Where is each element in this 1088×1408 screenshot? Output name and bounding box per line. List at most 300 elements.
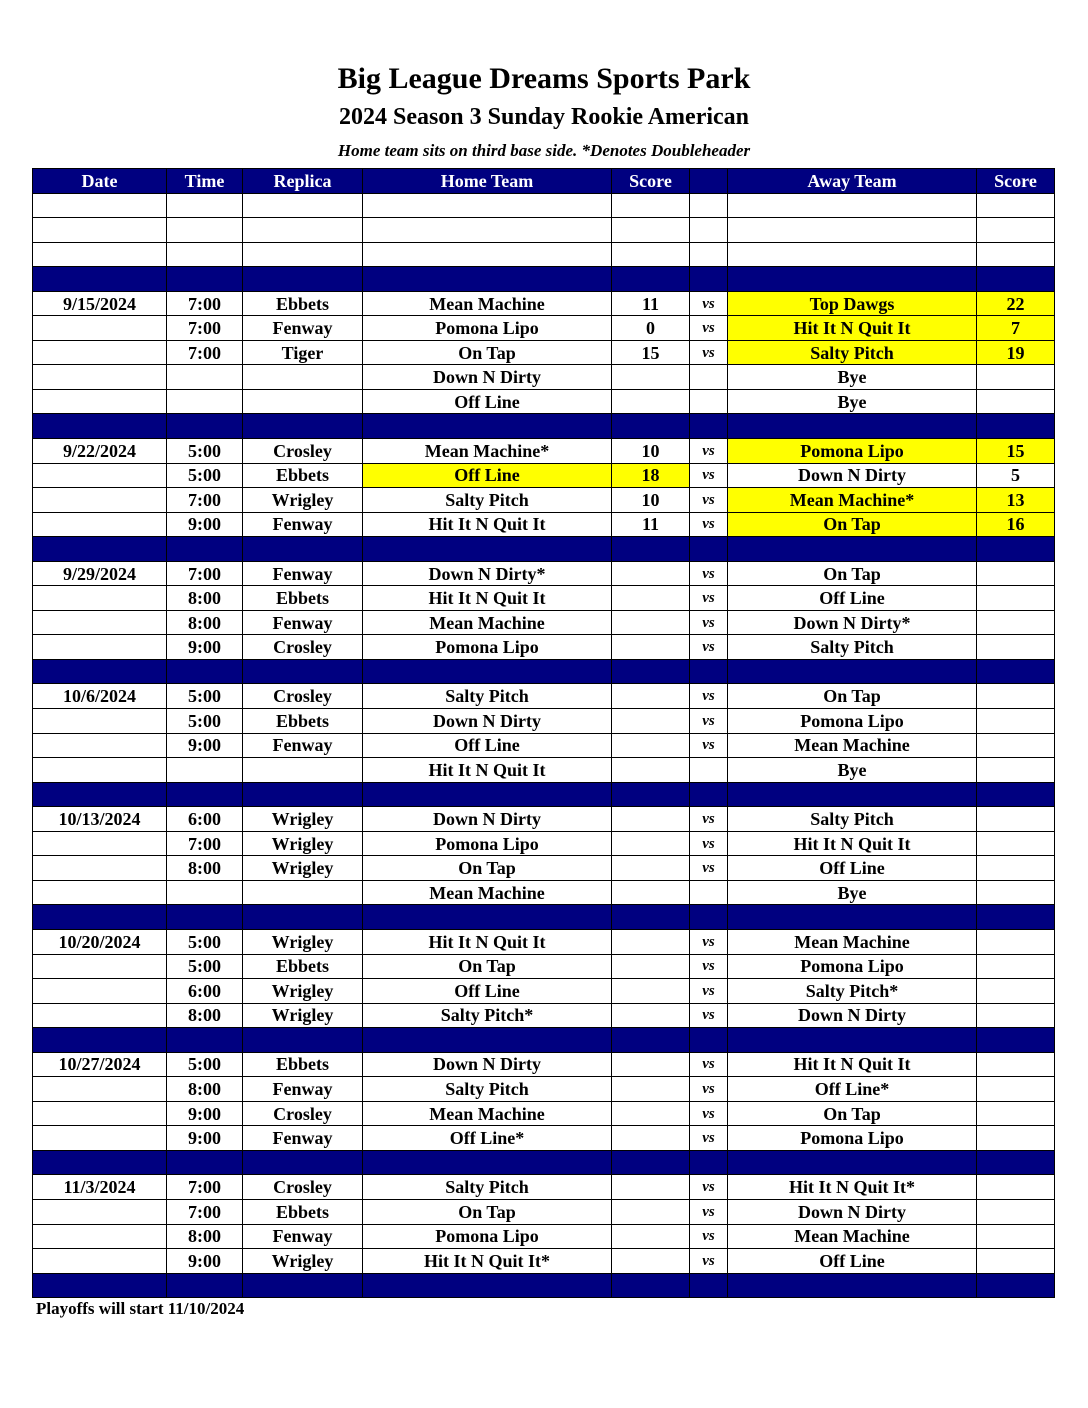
cell-vs (690, 880, 728, 905)
schedule-body (33, 193, 1055, 1298)
cell-vs (690, 659, 728, 684)
column-header-replica: Replica (243, 169, 363, 194)
separator-row (33, 659, 1055, 684)
cell-date (33, 1077, 167, 1102)
cell-date (33, 733, 167, 758)
table-row (33, 316, 1055, 341)
cell-home-score (612, 414, 690, 439)
cell-time: 7:00 (167, 340, 243, 365)
cell-home-team (363, 218, 612, 243)
cell-home-score (612, 733, 690, 758)
cell-away-score: 7 (977, 316, 1055, 341)
cell-home-team: Down N Dirty* (363, 561, 612, 586)
cell-away-score (977, 1077, 1055, 1102)
cell-home-score (612, 659, 690, 684)
cell-replica (243, 758, 363, 783)
column-header-home-team: Home Team (363, 169, 612, 194)
cell-away-team: Top Dawgs (728, 291, 977, 316)
cell-time: 5:00 (167, 954, 243, 979)
cell-date: 10/20/2024 (33, 929, 167, 954)
cell-vs: vs (690, 709, 728, 734)
cell-time: 8:00 (167, 610, 243, 635)
cell-home-score (612, 1224, 690, 1249)
cell-time (167, 1273, 243, 1298)
cell-home-team (363, 242, 612, 267)
cell-date (33, 831, 167, 856)
cell-vs (690, 537, 728, 562)
table-row (33, 389, 1055, 414)
cell-date (33, 586, 167, 611)
cell-home-score (612, 389, 690, 414)
cell-date: 9/29/2024 (33, 561, 167, 586)
cell-home-team: Pomona Lipo (363, 635, 612, 660)
cell-replica (243, 414, 363, 439)
cell-replica: Wrigley (243, 488, 363, 513)
cell-home-team: On Tap (363, 954, 612, 979)
cell-away-team: Down N Dirty (728, 1003, 977, 1028)
cell-time (167, 1150, 243, 1175)
doubleheader-note: Home team sits on third base side. *Denotes Doubleheader (337, 141, 751, 160)
cell-away-score (977, 1249, 1055, 1274)
cell-away-team: Pomona Lipo (728, 1126, 977, 1151)
cell-time (167, 414, 243, 439)
cell-date (33, 218, 167, 243)
cell-home-team: On Tap (363, 1199, 612, 1224)
cell-away-score: 5 (977, 463, 1055, 488)
cell-away-score: 15 (977, 439, 1055, 464)
cell-home-score (612, 1199, 690, 1224)
cell-vs (690, 1273, 728, 1298)
cell-away-score (977, 905, 1055, 930)
cell-date: 10/13/2024 (33, 807, 167, 832)
cell-time: 7:00 (167, 1199, 243, 1224)
cell-away-team (728, 1028, 977, 1053)
cell-away-team (728, 414, 977, 439)
cell-away-team (728, 267, 977, 292)
cell-date: 9/22/2024 (33, 439, 167, 464)
schedule-table (32, 168, 1055, 1298)
cell-home-team (363, 537, 612, 562)
cell-away-score (977, 1224, 1055, 1249)
table-row (33, 512, 1055, 537)
cell-home-score (612, 1077, 690, 1102)
cell-home-team: Down N Dirty (363, 1052, 612, 1077)
cell-home-score (612, 267, 690, 292)
cell-time: 9:00 (167, 512, 243, 537)
cell-away-team: Down N Dirty* (728, 610, 977, 635)
cell-home-team: Pomona Lipo (363, 831, 612, 856)
separator-row (33, 782, 1055, 807)
cell-vs: vs (690, 635, 728, 660)
cell-date (33, 1273, 167, 1298)
cell-date (33, 1199, 167, 1224)
cell-home-score (612, 1003, 690, 1028)
cell-home-team: Pomona Lipo (363, 316, 612, 341)
cell-vs: vs (690, 1126, 728, 1151)
cell-away-score (977, 758, 1055, 783)
blank-row (33, 193, 1055, 218)
cell-home-score: 10 (612, 488, 690, 513)
cell-date (33, 659, 167, 684)
cell-date (33, 1224, 167, 1249)
cell-replica: Wrigley (243, 807, 363, 832)
cell-vs (690, 1150, 728, 1175)
cell-away-score (977, 193, 1055, 218)
cell-time: 5:00 (167, 439, 243, 464)
cell-time: 5:00 (167, 709, 243, 734)
cell-home-team: Salty Pitch (363, 1175, 612, 1200)
cell-away-team: Salty Pitch (728, 340, 977, 365)
table-row (33, 709, 1055, 734)
cell-date (33, 1101, 167, 1126)
table-row (33, 340, 1055, 365)
cell-vs (690, 365, 728, 390)
cell-vs (690, 242, 728, 267)
table-row (33, 807, 1055, 832)
cell-away-team: On Tap (728, 1101, 977, 1126)
cell-date (33, 537, 167, 562)
cell-away-team (728, 1150, 977, 1175)
table-row (33, 561, 1055, 586)
cell-date (33, 1028, 167, 1053)
cell-time (167, 389, 243, 414)
cell-home-score (612, 365, 690, 390)
cell-away-team (728, 659, 977, 684)
cell-home-score: 11 (612, 291, 690, 316)
cell-replica (243, 659, 363, 684)
cell-home-team: Off Line (363, 463, 612, 488)
cell-home-score (612, 218, 690, 243)
cell-time (167, 880, 243, 905)
cell-away-score (977, 659, 1055, 684)
cell-away-team: Off Line (728, 586, 977, 611)
cell-time (167, 193, 243, 218)
cell-away-score (977, 1028, 1055, 1053)
cell-time: 9:00 (167, 1101, 243, 1126)
cell-home-team (363, 414, 612, 439)
cell-home-team (363, 782, 612, 807)
cell-time: 7:00 (167, 831, 243, 856)
cell-vs: vs (690, 1052, 728, 1077)
cell-replica (243, 537, 363, 562)
cell-home-team: Salty Pitch (363, 488, 612, 513)
cell-away-score: 22 (977, 291, 1055, 316)
separator-row (33, 414, 1055, 439)
cell-time: 6:00 (167, 807, 243, 832)
table-row (33, 365, 1055, 390)
cell-vs: vs (690, 1077, 728, 1102)
cell-home-team (363, 1150, 612, 1175)
cell-date (33, 389, 167, 414)
cell-home-team (363, 905, 612, 930)
cell-replica: Wrigley (243, 929, 363, 954)
cell-away-team: Salty Pitch (728, 807, 977, 832)
cell-away-score: 13 (977, 488, 1055, 513)
table-row (33, 1199, 1055, 1224)
cell-away-score (977, 365, 1055, 390)
cell-home-team (363, 1273, 612, 1298)
cell-home-score (612, 1126, 690, 1151)
separator-row (33, 1028, 1055, 1053)
column-header-time: Time (167, 169, 243, 194)
cell-vs: vs (690, 1249, 728, 1274)
cell-away-team (728, 193, 977, 218)
cell-vs: vs (690, 512, 728, 537)
cell-home-score (612, 586, 690, 611)
separator-row (33, 1150, 1055, 1175)
cell-away-score (977, 414, 1055, 439)
cell-replica: Fenway (243, 561, 363, 586)
cell-replica (243, 389, 363, 414)
cell-away-team: Off Line (728, 1249, 977, 1274)
cell-time: 7:00 (167, 561, 243, 586)
cell-home-team: Hit It N Quit It (363, 929, 612, 954)
cell-time (167, 218, 243, 243)
cell-vs: vs (690, 561, 728, 586)
cell-date (33, 979, 167, 1004)
cell-home-score (612, 610, 690, 635)
cell-time: 6:00 (167, 979, 243, 1004)
cell-time (167, 1028, 243, 1053)
cell-home-score (612, 1101, 690, 1126)
table-row (33, 1126, 1055, 1151)
cell-vs: vs (690, 340, 728, 365)
cell-away-score (977, 733, 1055, 758)
cell-away-team: Salty Pitch* (728, 979, 977, 1004)
cell-time (167, 758, 243, 783)
cell-home-score (612, 561, 690, 586)
cell-away-score (977, 1052, 1055, 1077)
cell-away-score (977, 1101, 1055, 1126)
cell-home-score: 11 (612, 512, 690, 537)
column-header-date: Date (33, 169, 167, 194)
cell-home-score (612, 242, 690, 267)
cell-time: 9:00 (167, 1126, 243, 1151)
cell-vs: vs (690, 954, 728, 979)
cell-home-score (612, 1273, 690, 1298)
cell-away-score (977, 242, 1055, 267)
cell-away-team (728, 218, 977, 243)
cell-time: 7:00 (167, 488, 243, 513)
cell-date (33, 512, 167, 537)
cell-vs: vs (690, 586, 728, 611)
cell-away-score (977, 635, 1055, 660)
cell-vs: vs (690, 463, 728, 488)
cell-away-score (977, 1150, 1055, 1175)
cell-away-score (977, 1126, 1055, 1151)
cell-away-team: Pomona Lipo (728, 954, 977, 979)
cell-away-team: Pomona Lipo (728, 709, 977, 734)
table-row (33, 831, 1055, 856)
table-row (33, 610, 1055, 635)
cell-away-team: Hit It N Quit It* (728, 1175, 977, 1200)
cell-replica: Wrigley (243, 856, 363, 881)
cell-vs: vs (690, 1199, 728, 1224)
cell-away-score (977, 267, 1055, 292)
cell-time: 7:00 (167, 316, 243, 341)
cell-away-score (977, 684, 1055, 709)
cell-home-score (612, 758, 690, 783)
cell-replica: Fenway (243, 316, 363, 341)
cell-date: 11/3/2024 (33, 1175, 167, 1200)
cell-home-team: Hit It N Quit It (363, 512, 612, 537)
table-row (33, 979, 1055, 1004)
cell-vs (690, 414, 728, 439)
cell-replica (243, 242, 363, 267)
cell-vs (690, 905, 728, 930)
column-header-home-score: Score (612, 169, 690, 194)
cell-replica (243, 880, 363, 905)
cell-date (33, 242, 167, 267)
cell-vs: vs (690, 1101, 728, 1126)
cell-home-score (612, 1249, 690, 1274)
cell-date (33, 267, 167, 292)
table-row (33, 880, 1055, 905)
cell-replica (243, 782, 363, 807)
cell-date (33, 635, 167, 660)
cell-time: 5:00 (167, 929, 243, 954)
cell-date (33, 365, 167, 390)
separator-row (33, 905, 1055, 930)
cell-home-score: 10 (612, 439, 690, 464)
cell-home-team: Down N Dirty (363, 709, 612, 734)
table-row (33, 758, 1055, 783)
cell-replica: Crosley (243, 1101, 363, 1126)
table-row (33, 954, 1055, 979)
cell-home-score (612, 635, 690, 660)
cell-date (33, 782, 167, 807)
cell-away-team: Down N Dirty (728, 463, 977, 488)
cell-vs (690, 267, 728, 292)
table-row (33, 1077, 1055, 1102)
cell-date (33, 340, 167, 365)
cell-away-team: Mean Machine* (728, 488, 977, 513)
cell-vs: vs (690, 488, 728, 513)
cell-away-score (977, 586, 1055, 611)
cell-home-score (612, 807, 690, 832)
cell-home-team: Mean Machine (363, 610, 612, 635)
cell-away-score (977, 389, 1055, 414)
cell-away-team (728, 905, 977, 930)
blank-row (33, 242, 1055, 267)
cell-away-team: Off Line* (728, 1077, 977, 1102)
cell-time: 8:00 (167, 586, 243, 611)
cell-replica (243, 218, 363, 243)
cell-home-team: On Tap (363, 856, 612, 881)
cell-away-team: Bye (728, 389, 977, 414)
cell-replica: Ebbets (243, 586, 363, 611)
table-row (33, 1249, 1055, 1274)
cell-away-team: Hit It N Quit It (728, 831, 977, 856)
cell-home-score (612, 193, 690, 218)
cell-time: 9:00 (167, 733, 243, 758)
cell-replica (243, 193, 363, 218)
cell-home-team: Hit It N Quit It (363, 586, 612, 611)
cell-home-score (612, 954, 690, 979)
cell-vs (690, 193, 728, 218)
cell-date (33, 709, 167, 734)
cell-date (33, 414, 167, 439)
cell-home-team: Salty Pitch* (363, 1003, 612, 1028)
cell-away-team: Bye (728, 880, 977, 905)
cell-replica: Ebbets (243, 463, 363, 488)
cell-away-team: On Tap (728, 684, 977, 709)
cell-away-team: Down N Dirty (728, 1199, 977, 1224)
cell-replica: Ebbets (243, 1199, 363, 1224)
cell-date (33, 880, 167, 905)
cell-replica (243, 1028, 363, 1053)
cell-home-score (612, 1028, 690, 1053)
cell-vs: vs (690, 929, 728, 954)
cell-time (167, 782, 243, 807)
separator-row (33, 267, 1055, 292)
cell-replica: Fenway (243, 512, 363, 537)
cell-home-team: Down N Dirty (363, 365, 612, 390)
cell-replica: Wrigley (243, 831, 363, 856)
cell-home-team (363, 1028, 612, 1053)
table-row (33, 1101, 1055, 1126)
cell-time: 9:00 (167, 1249, 243, 1274)
cell-vs (690, 758, 728, 783)
cell-away-team: Salty Pitch (728, 635, 977, 660)
cell-home-team (363, 659, 612, 684)
cell-replica: Ebbets (243, 1052, 363, 1077)
cell-date (33, 1126, 167, 1151)
table-row (33, 635, 1055, 660)
cell-home-score (612, 979, 690, 1004)
cell-home-score: 15 (612, 340, 690, 365)
cell-time: 8:00 (167, 1077, 243, 1102)
cell-vs (690, 1028, 728, 1053)
cell-away-team: On Tap (728, 512, 977, 537)
cell-time: 5:00 (167, 1052, 243, 1077)
cell-home-team: Off Line* (363, 1126, 612, 1151)
cell-time (167, 365, 243, 390)
cell-date: 10/27/2024 (33, 1052, 167, 1077)
cell-home-team (363, 267, 612, 292)
cell-away-score (977, 807, 1055, 832)
cell-vs (690, 389, 728, 414)
cell-replica (243, 365, 363, 390)
cell-replica: Fenway (243, 1224, 363, 1249)
cell-away-team: Hit It N Quit It (728, 1052, 977, 1077)
column-header-vs (690, 169, 728, 194)
cell-vs: vs (690, 439, 728, 464)
header-row (33, 169, 1055, 194)
cell-home-score (612, 831, 690, 856)
cell-away-score (977, 561, 1055, 586)
cell-replica: Crosley (243, 684, 363, 709)
table-row (33, 1224, 1055, 1249)
cell-date (33, 316, 167, 341)
cell-date (33, 193, 167, 218)
cell-replica: Wrigley (243, 1249, 363, 1274)
cell-vs: vs (690, 291, 728, 316)
playoffs-note: Playoffs will start 11/10/2024 (36, 1299, 245, 1318)
cell-home-score: 0 (612, 316, 690, 341)
cell-home-team: Off Line (363, 389, 612, 414)
table-row (33, 586, 1055, 611)
cell-time: 8:00 (167, 1003, 243, 1028)
cell-time (167, 537, 243, 562)
blank-row (33, 218, 1055, 243)
cell-away-team: Bye (728, 365, 977, 390)
cell-away-score (977, 954, 1055, 979)
cell-away-score (977, 1273, 1055, 1298)
cell-home-team: Salty Pitch (363, 684, 612, 709)
cell-vs (690, 218, 728, 243)
cell-away-score (977, 979, 1055, 1004)
